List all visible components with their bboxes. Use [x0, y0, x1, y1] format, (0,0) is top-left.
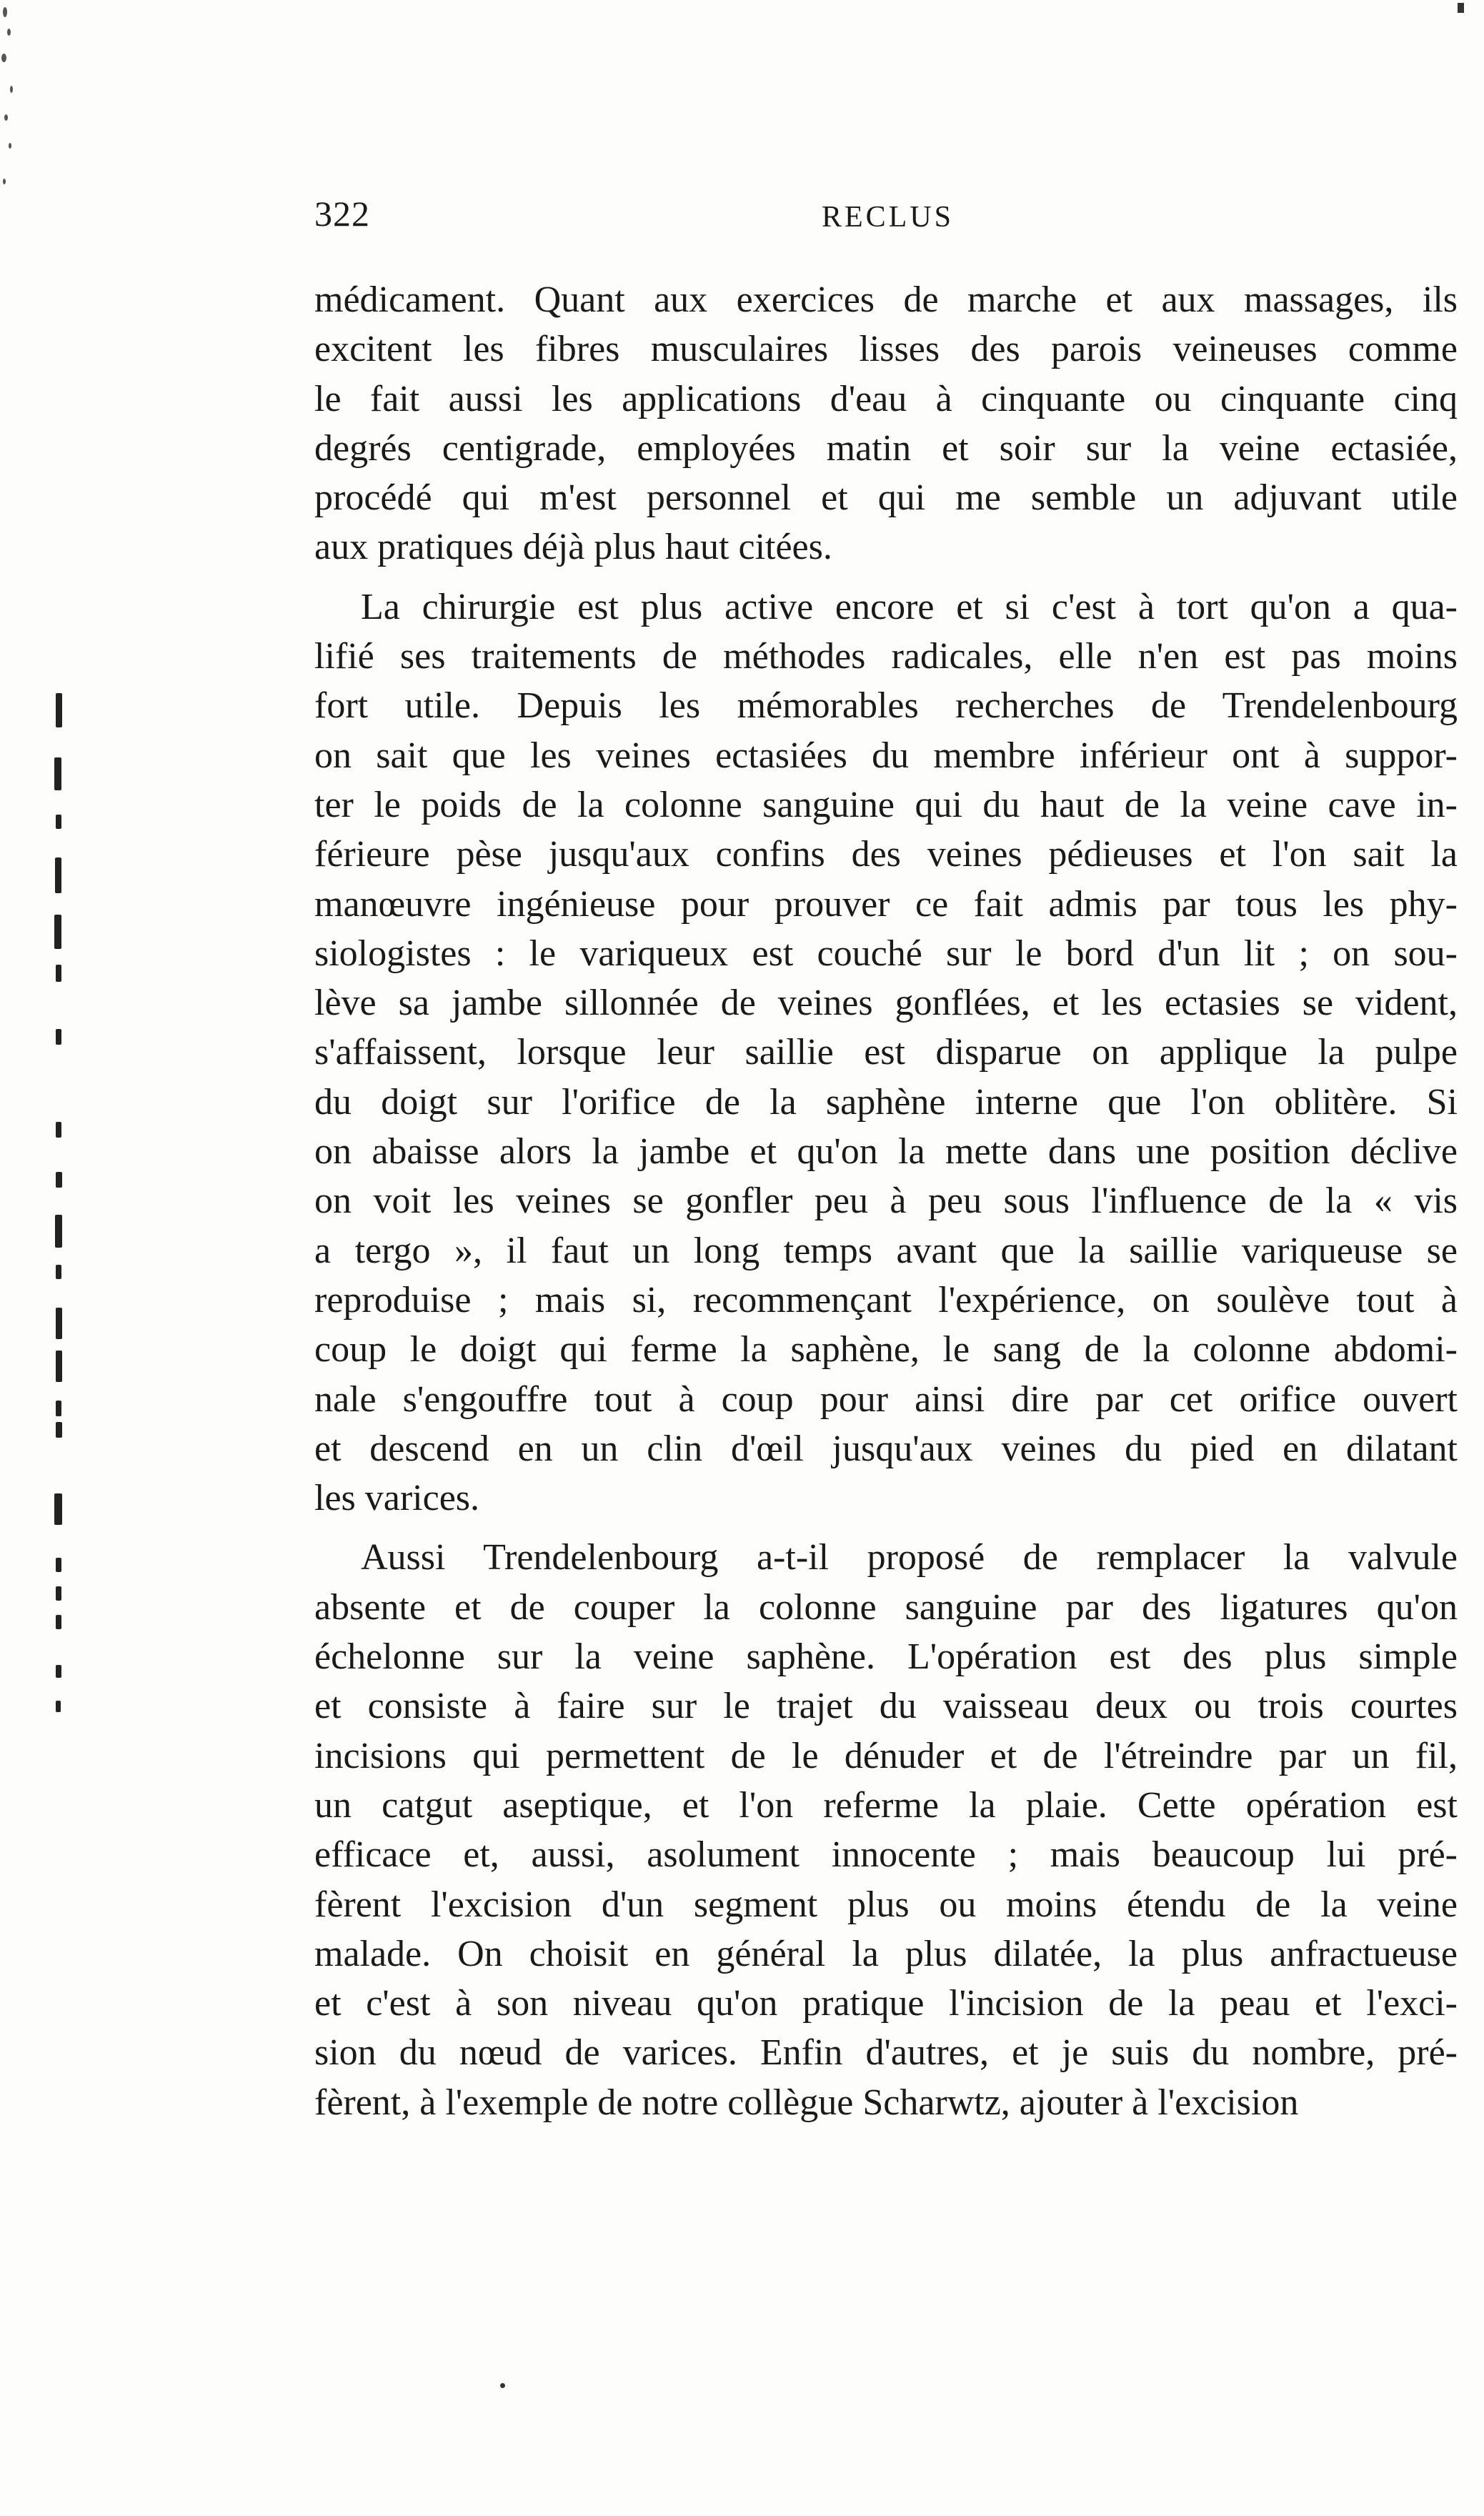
text-line: aux pratiques déjà plus haut citées.: [314, 527, 832, 568]
margin-mark: [54, 1493, 62, 1525]
scan-artifact-corner: [1458, 3, 1464, 13]
text-line: excitent les fibres musculaires lisses des parois veineuses comme: [314, 329, 1458, 370]
text-line: ter le poids de la colonne sanguine qui du haut de la veine cave in-: [314, 784, 1458, 825]
margin-mark: [54, 757, 61, 790]
margin-mark: [56, 1029, 61, 1045]
margin-mark: [56, 1701, 61, 1712]
text-line: s'affaissent, lorsque leur saillie est disparue on applique la pulpe: [314, 1032, 1458, 1073]
margin-mark: [56, 693, 62, 727]
text-line: a tergo », il faut un long temps avant que la saillie variqueuse se: [314, 1230, 1458, 1271]
text-line: absente et de couper la colonne sanguine par des ligatures qu'on: [314, 1586, 1458, 1628]
text-line: fort utile. Depuis les mémorables recherches de Trendelenbourg: [314, 685, 1458, 727]
text-line: fèrent l'excision d'un segment plus ou moins étendu de la veine: [314, 1884, 1458, 1925]
margin-mark: [56, 1558, 61, 1572]
paragraph-gap: [314, 1523, 1458, 1533]
text-line: médicament. Quant aux exercices de marche et aux massages, ils: [314, 279, 1458, 320]
scan-speck: [4, 114, 8, 121]
text-line: et descend en un clin d'œil jusqu'aux veines du pied en dilatant: [314, 1428, 1458, 1469]
paragraph-gap: [314, 572, 1458, 582]
text-line: du doigt sur l'orifice de la saphène interne que l'on oblitère. Si: [314, 1081, 1458, 1123]
text-line: on abaisse alors la jambe et qu'on la mette dans une position déclive: [314, 1131, 1458, 1173]
text-line: sion du nœud de varices. Enfin d'autres, et je suis du nombre, pré-: [314, 2032, 1458, 2074]
text-line: les varices.: [314, 1478, 480, 1519]
scan-speck: [3, 179, 6, 184]
margin-mark: [55, 857, 61, 893]
margin-mark: [56, 1615, 61, 1629]
text-line: on sait que les veines ectasiées du membre inférieur ont à suppor-: [314, 735, 1458, 776]
text-line: on voit les veines se gonfler peu à peu sous l'influence de la « vis: [314, 1180, 1458, 1222]
margin-mark: [56, 1172, 62, 1188]
text-line: nale s'engouffre tout à coup pour ainsi dire par cet orifice ouvert: [314, 1378, 1458, 1420]
text-line: échelonne sur la veine saphène. L'opération est des plus simple: [314, 1636, 1458, 1678]
scan-speck: [3, 7, 7, 17]
body-text: [314, 275, 1458, 2127]
text-line: le fait aussi les applications d'eau à cinquante ou cinquante cinq: [314, 378, 1458, 419]
margin-mark: [56, 1122, 61, 1138]
scan-speck: [1, 54, 6, 62]
margin-mark: [56, 1351, 62, 1382]
text-line: et c'est à son niveau qu'on pratique l'incision de la peau et l'exci-: [314, 1983, 1458, 2024]
text-line: coup le doigt qui ferme la saphène, le sang de la colonne abdomi-: [314, 1329, 1458, 1371]
text-line: malade. On choisit en général la plus dilatée, la plus anfractueuse: [314, 1933, 1458, 1974]
scan-speck: [9, 143, 11, 149]
margin-mark: [56, 1422, 62, 1438]
running-head: RECLUS: [822, 201, 955, 234]
text-line: et consiste à faire sur le trajet du vaisseau deux ou trois courtes: [314, 1686, 1458, 1727]
margin-mark: [55, 1215, 62, 1248]
text-line: Aussi Trendelenbourg a-t-il proposé de remplacer la valvule: [361, 1537, 1458, 1578]
margin-mark: [54, 915, 61, 949]
text-line: un catgut aseptique, et l'on referme la plaie. Cette opération est: [314, 1784, 1458, 1826]
scan-speck-bottom: [500, 2383, 505, 2388]
margin-mark: [56, 1308, 62, 1339]
left-margin-scan-artifacts: [0, 0, 86, 2516]
scan-speck: [10, 86, 13, 93]
margin-mark: [56, 1265, 61, 1279]
page-header: [314, 193, 1458, 250]
paragraph: [314, 275, 1458, 572]
margin-mark: [56, 1665, 61, 1678]
text-line: La chirurgie est plus active encore et si c'est à tort qu'on a qua-: [361, 586, 1458, 627]
text-line: lève sa jambe sillonnée de veines gonflées, et les ectasies se vident,: [314, 983, 1458, 1024]
margin-mark: [56, 965, 61, 982]
text-line: lifié ses traitements de méthodes radicales, elle n'en est pas moins: [314, 636, 1458, 677]
margin-mark: [56, 1586, 61, 1601]
text-line: siologistes : le variqueux est couché sur le bord d'un lit ; on sou-: [314, 933, 1458, 974]
scan-speck: [7, 29, 11, 36]
page-number: 322: [314, 194, 370, 234]
text-line: incisions qui permettent de le dénuder et de l'étreindre par un fil,: [314, 1735, 1458, 1776]
text-line: efficace et, aussi, asolument innocente ; mais beaucoup lui pré-: [314, 1834, 1458, 1876]
text-line: manœuvre ingénieuse pour prouver ce fait admis par tous les phy-: [314, 883, 1458, 925]
paragraph: [314, 1533, 1458, 2127]
text-line: degrés centigrade, employées matin et soir sur la veine ectasiée,: [314, 427, 1458, 469]
text-line: férieure pèse jusqu'aux confins des veines pédieuses et l'on sait la: [314, 834, 1458, 875]
margin-mark: [56, 1401, 61, 1416]
text-line: reproduise ; mais si, recommençant l'expérience, on soulève tout à: [314, 1279, 1458, 1321]
text-line: procédé qui m'est personnel et qui me semble un adjuvant utile: [314, 477, 1458, 519]
text-line: fèrent, à l'exemple de notre collègue Scharwtz, ajouter à l'excision: [314, 2082, 1299, 2123]
paragraph: [314, 582, 1458, 1523]
margin-mark: [56, 815, 61, 829]
